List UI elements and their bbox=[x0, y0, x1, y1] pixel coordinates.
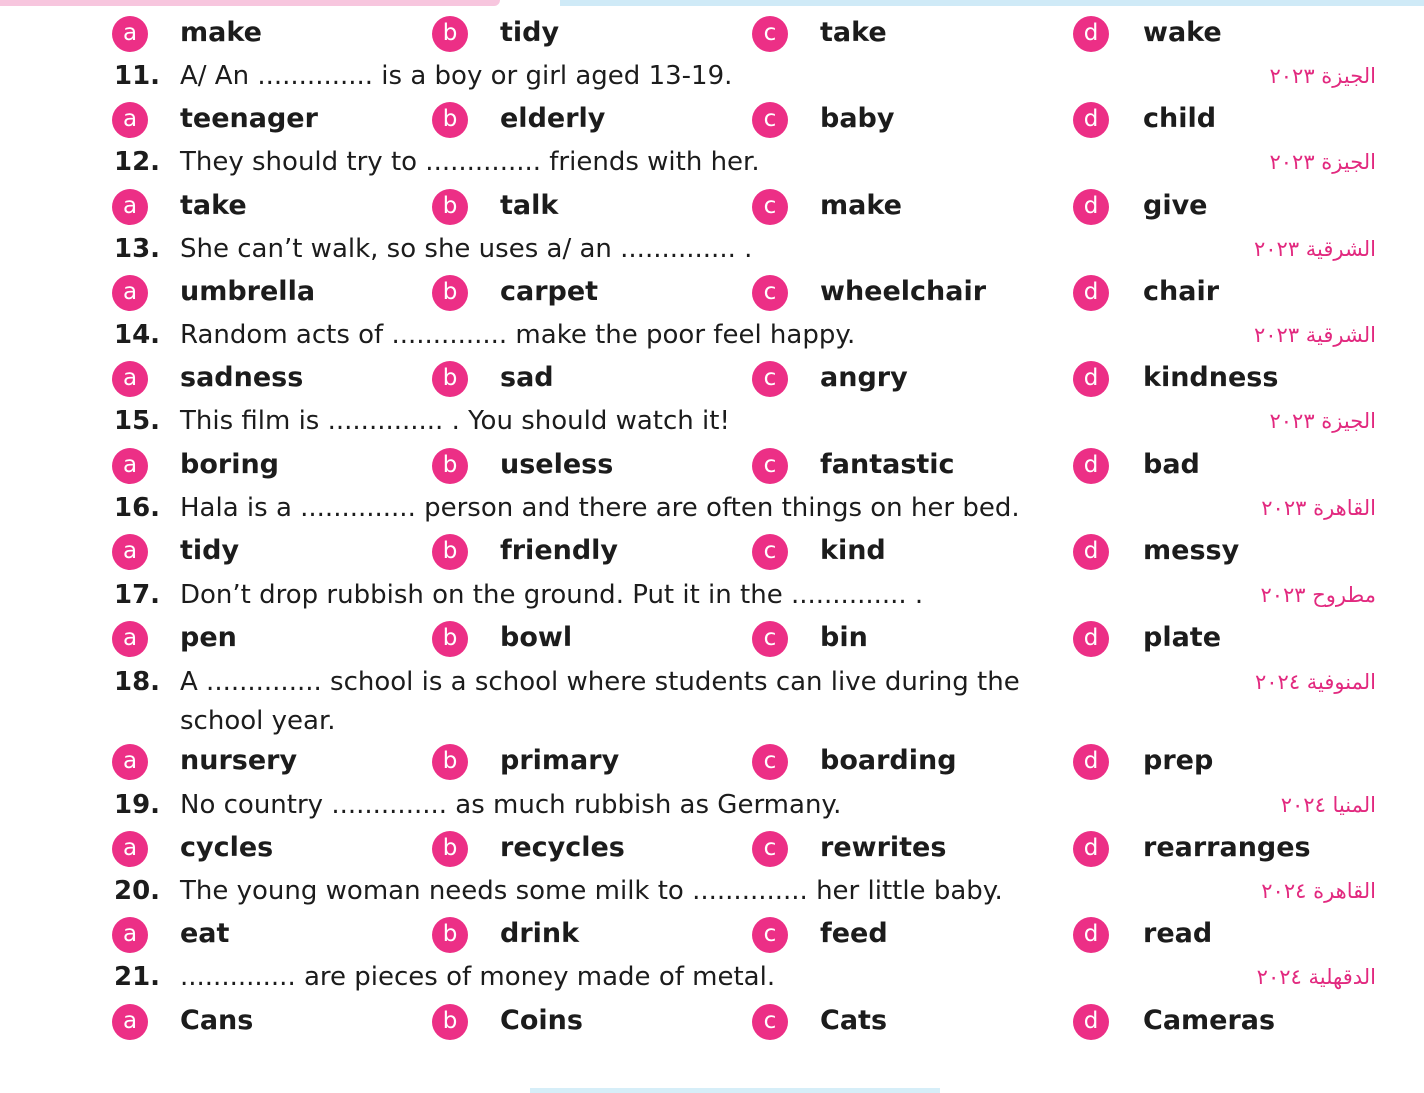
option-c-badge: c bbox=[752, 1004, 788, 1040]
question-source: المنيا ٢٠٢٤ bbox=[1280, 793, 1376, 817]
question-20 bbox=[0, 872, 1424, 912]
option-c: angry bbox=[820, 362, 908, 393]
option-b: bowl bbox=[500, 622, 573, 653]
option-b: friendly bbox=[500, 535, 619, 566]
question-text: This film is .............. . You should watch it! bbox=[180, 406, 730, 436]
bottom-decoration-blue bbox=[530, 1088, 940, 1093]
question-source: مطروح ٢٠٢٣ bbox=[1260, 583, 1376, 607]
option-c-badge: c bbox=[752, 917, 788, 953]
question-number: 17. bbox=[114, 580, 161, 610]
option-d-badge: d bbox=[1073, 917, 1109, 953]
option-c-badge: c bbox=[752, 744, 788, 780]
option-a-badge: a bbox=[112, 1004, 148, 1040]
option-a: Cans bbox=[180, 1005, 254, 1036]
option-a: umbrella bbox=[180, 276, 316, 307]
option-d-badge: d bbox=[1073, 361, 1109, 397]
option-a: nursery bbox=[180, 745, 298, 776]
option-a-badge: a bbox=[112, 448, 148, 484]
option-b: useless bbox=[500, 449, 614, 480]
option-a-badge: a bbox=[112, 831, 148, 867]
options-row-19 bbox=[0, 829, 1424, 869]
question-18 bbox=[0, 663, 1424, 743]
options-row-12 bbox=[0, 187, 1424, 227]
options-row-top bbox=[0, 14, 1424, 54]
question-text: No country .............. as much rubbish as Germany. bbox=[180, 790, 842, 820]
options-row-20 bbox=[0, 915, 1424, 955]
question-number: 11. bbox=[114, 61, 161, 91]
question-number: 19. bbox=[114, 790, 161, 820]
question-number: 20. bbox=[114, 876, 161, 906]
options-row-14 bbox=[0, 359, 1424, 399]
option-a: pen bbox=[180, 622, 237, 653]
option-d-badge: d bbox=[1073, 534, 1109, 570]
option-d-badge: d bbox=[1073, 1004, 1109, 1040]
option-a-badge: a bbox=[112, 102, 148, 138]
option-b-badge: b bbox=[432, 621, 468, 657]
option-c: wheelchair bbox=[820, 276, 987, 307]
option-a-badge: a bbox=[112, 16, 148, 52]
question-21 bbox=[0, 958, 1424, 998]
option-d-badge: d bbox=[1073, 621, 1109, 657]
option-d: prep bbox=[1143, 745, 1214, 776]
question-source: الشرقية ٢٠٢٣ bbox=[1254, 237, 1376, 261]
question-text: Hala is a .............. person and there are often things on her bed. bbox=[180, 493, 1020, 523]
option-b-badge: b bbox=[432, 831, 468, 867]
option-a: cycles bbox=[180, 832, 274, 863]
option-a: boring bbox=[180, 449, 279, 480]
question-16 bbox=[0, 489, 1424, 529]
option-c-badge: c bbox=[752, 16, 788, 52]
option-b-badge: b bbox=[432, 917, 468, 953]
option-d: read bbox=[1143, 918, 1213, 949]
options-row-15 bbox=[0, 446, 1424, 486]
option-c-badge: c bbox=[752, 831, 788, 867]
option-c: boarding bbox=[820, 745, 957, 776]
option-c: bin bbox=[820, 622, 868, 653]
question-14 bbox=[0, 316, 1424, 356]
option-b-badge: b bbox=[432, 16, 468, 52]
question-15 bbox=[0, 402, 1424, 442]
question-number: 21. bbox=[114, 962, 161, 992]
option-c-badge: c bbox=[752, 361, 788, 397]
option-b: Coins bbox=[500, 1005, 583, 1036]
option-a: make bbox=[180, 17, 262, 48]
question-text: Don’t drop rubbish on the ground. Put it in the .............. . bbox=[180, 580, 924, 610]
question-number: 16. bbox=[114, 493, 161, 523]
option-d-badge: d bbox=[1073, 275, 1109, 311]
question-source: القاهرة ٢٠٢٤ bbox=[1261, 879, 1376, 903]
question-text: A .............. school is a school where students can live during the school year. bbox=[180, 667, 1020, 736]
question-source: الجيزة ٢٠٢٣ bbox=[1269, 64, 1376, 88]
option-b-badge: b bbox=[432, 189, 468, 225]
option-c-badge: c bbox=[752, 189, 788, 225]
question-source: الشرقية ٢٠٢٣ bbox=[1254, 323, 1376, 347]
options-row-13 bbox=[0, 273, 1424, 313]
option-c: take bbox=[820, 17, 887, 48]
question-number: 15. bbox=[114, 406, 161, 436]
option-d: rearranges bbox=[1143, 832, 1311, 863]
option-d-badge: d bbox=[1073, 448, 1109, 484]
option-d-badge: d bbox=[1073, 102, 1109, 138]
option-c-badge: c bbox=[752, 534, 788, 570]
option-c: feed bbox=[820, 918, 888, 949]
option-a: tidy bbox=[180, 535, 240, 566]
question-11 bbox=[0, 57, 1424, 97]
option-b: recycles bbox=[500, 832, 625, 863]
option-a-badge: a bbox=[112, 621, 148, 657]
question-text: .............. are pieces of money made of metal. bbox=[180, 962, 776, 992]
option-a: sadness bbox=[180, 362, 304, 393]
option-a-badge: a bbox=[112, 275, 148, 311]
option-d: kindness bbox=[1143, 362, 1279, 393]
options-row-17 bbox=[0, 619, 1424, 659]
option-d: bad bbox=[1143, 449, 1200, 480]
question-number: 12. bbox=[114, 147, 161, 177]
option-c-badge: c bbox=[752, 275, 788, 311]
option-c: make bbox=[820, 190, 902, 221]
option-b-badge: b bbox=[432, 744, 468, 780]
option-b-badge: b bbox=[432, 275, 468, 311]
question-source: القاهرة ٢٠٢٣ bbox=[1261, 496, 1376, 520]
option-d: messy bbox=[1143, 535, 1240, 566]
option-b: carpet bbox=[500, 276, 599, 307]
option-c: baby bbox=[820, 103, 895, 134]
question-17 bbox=[0, 576, 1424, 616]
option-b: tidy bbox=[500, 17, 560, 48]
option-c-badge: c bbox=[752, 621, 788, 657]
option-b-badge: b bbox=[432, 102, 468, 138]
option-d-badge: d bbox=[1073, 189, 1109, 225]
question-text: The young woman needs some milk to .............. her little baby. bbox=[180, 876, 1003, 906]
question-19 bbox=[0, 786, 1424, 826]
question-text: They should try to .............. friends with her. bbox=[180, 147, 760, 177]
option-d: plate bbox=[1143, 622, 1222, 653]
question-text: A/ An .............. is a boy or girl aged 13-19. bbox=[180, 61, 733, 91]
option-d-badge: d bbox=[1073, 831, 1109, 867]
option-b: elderly bbox=[500, 103, 606, 134]
option-a: take bbox=[180, 190, 247, 221]
question-text: She can’t walk, so she uses a/ an .............. . bbox=[180, 234, 753, 264]
option-c: kind bbox=[820, 535, 886, 566]
question-number: 14. bbox=[114, 320, 161, 350]
question-number: 18. bbox=[114, 667, 161, 697]
option-b: sad bbox=[500, 362, 554, 393]
option-a-badge: a bbox=[112, 744, 148, 780]
option-d: chair bbox=[1143, 276, 1220, 307]
option-a-badge: a bbox=[112, 917, 148, 953]
option-d-badge: d bbox=[1073, 744, 1109, 780]
option-b: primary bbox=[500, 745, 620, 776]
option-a-badge: a bbox=[112, 189, 148, 225]
option-d: give bbox=[1143, 190, 1208, 221]
top-decoration-pink bbox=[0, 0, 500, 6]
option-b-badge: b bbox=[432, 1004, 468, 1040]
option-c: Cats bbox=[820, 1005, 888, 1036]
question-source: المنوفية ٢٠٢٤ bbox=[1255, 670, 1376, 694]
question-13 bbox=[0, 230, 1424, 270]
option-d-badge: d bbox=[1073, 16, 1109, 52]
question-source: الدقهلية ٢٠٢٤ bbox=[1256, 965, 1376, 989]
option-b-badge: b bbox=[432, 448, 468, 484]
option-c-badge: c bbox=[752, 448, 788, 484]
question-source: الجيزة ٢٠٢٣ bbox=[1269, 150, 1376, 174]
option-a: teenager bbox=[180, 103, 318, 134]
options-row-16 bbox=[0, 532, 1424, 572]
option-a-badge: a bbox=[112, 361, 148, 397]
option-b: drink bbox=[500, 918, 580, 949]
question-number: 13. bbox=[114, 234, 161, 264]
top-decoration-blue bbox=[560, 0, 1424, 6]
option-a: eat bbox=[180, 918, 230, 949]
question-text: Random acts of .............. make the poor feel happy. bbox=[180, 320, 856, 350]
options-row-21 bbox=[0, 1002, 1424, 1042]
question-source: الجيزة ٢٠٢٣ bbox=[1269, 409, 1376, 433]
option-c-badge: c bbox=[752, 102, 788, 138]
option-b-badge: b bbox=[432, 361, 468, 397]
option-a-badge: a bbox=[112, 534, 148, 570]
option-b-badge: b bbox=[432, 534, 468, 570]
question-12 bbox=[0, 143, 1424, 183]
option-d: wake bbox=[1143, 17, 1222, 48]
option-c: fantastic bbox=[820, 449, 955, 480]
option-b: talk bbox=[500, 190, 559, 221]
option-c: rewrites bbox=[820, 832, 947, 863]
options-row-18 bbox=[0, 742, 1424, 782]
option-d: child bbox=[1143, 103, 1217, 134]
options-row-11 bbox=[0, 100, 1424, 140]
option-d: Cameras bbox=[1143, 1005, 1276, 1036]
